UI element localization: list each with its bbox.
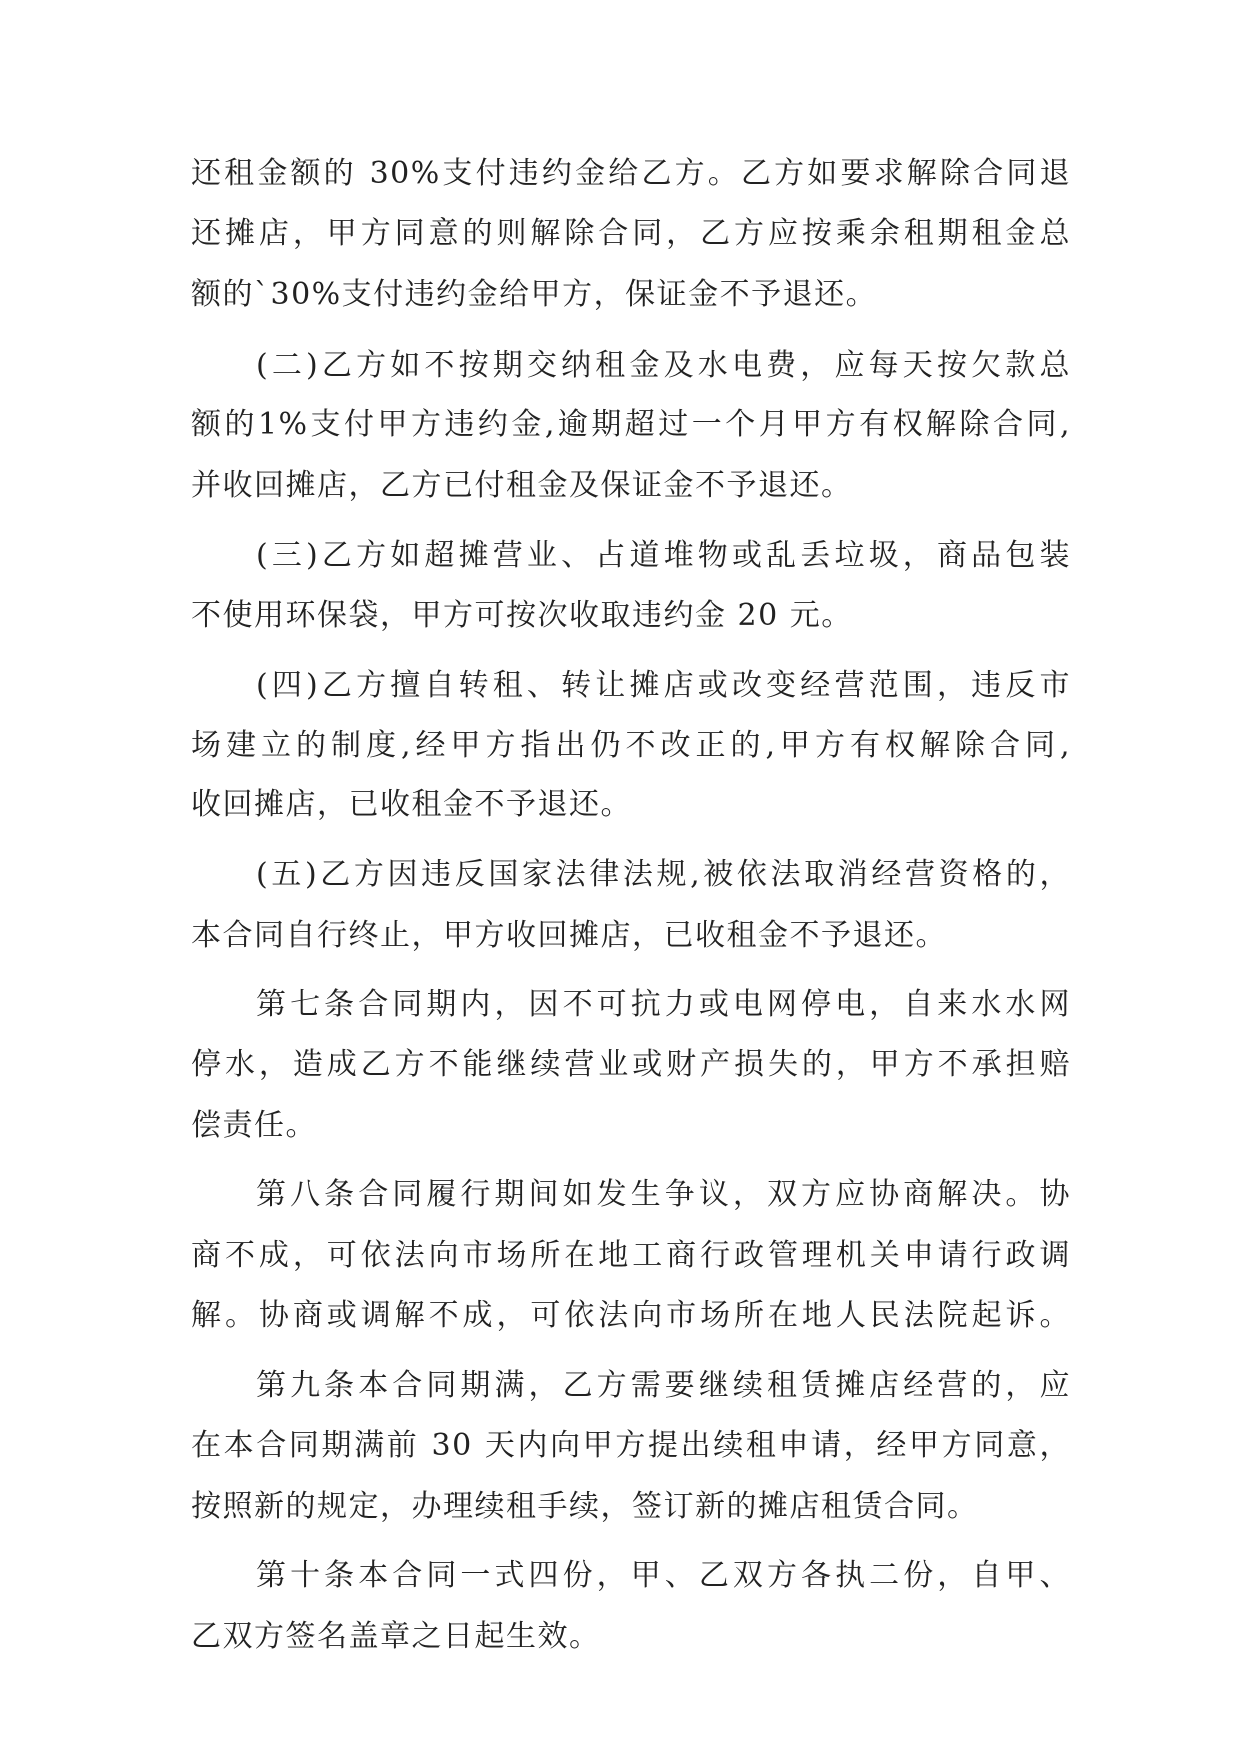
text-line: 还摊店，甲方同意的则解除合同，乙方应按乘余租期租金总 (191, 216, 1071, 251)
text-line: 还租金额的 30%支付违约金给乙方。乙方如要求解除合同退 (191, 156, 1071, 191)
text-line: 额的`30%支付违约金给甲方，保证金不予退还。 (191, 277, 878, 312)
text-line: 商不成，可依法向市场所在地工商行政管理机关申请行政调 (191, 1238, 1071, 1273)
text-line: 场建立的制度,经甲方指出仍不改正的,甲方有权解除合同, (191, 728, 1071, 763)
text-line: 停水，造成乙方不能继续营业或财产损失的，甲方不承担赔 (191, 1047, 1071, 1082)
text-line: 额的1%支付甲方违约金,逾期超过一个月甲方有权解除合同, (191, 407, 1071, 442)
text-line: 乙双方签名盖章之日起生效。 (191, 1619, 601, 1654)
text-line: 本合同自行终止，甲方收回摊店，已收租金不予退还。 (191, 918, 947, 953)
text-line: 第七条合同期内，因不可抗力或电网停电，自来水水网 (256, 987, 1071, 1022)
text-line: 在本合同期满前 30 天内向甲方提出续租申请，经甲方同意， (191, 1428, 1071, 1463)
text-line: 解。协商或调解不成，可依法向市场所在地人民法院起诉。 (191, 1298, 1071, 1333)
text-line: 第十条本合同一式四份，甲、乙双方各执二份，自甲、 (256, 1558, 1071, 1593)
text-line: (五)乙方因违反国家法律法规,被依法取消经营资格的， (256, 857, 1071, 892)
text-line: (二)乙方如不按期交纳租金及水电费，应每天按欠款总 (256, 348, 1071, 383)
text-line: (四)乙方擅自转租、转让摊店或改变经营范围，违反市 (256, 668, 1071, 703)
text-line: 并收回摊店，乙方已付租金及保证金不予退还。 (191, 468, 853, 503)
text-line: 偿责任。 (191, 1108, 317, 1143)
text-line: 按照新的规定，办理续租手续，签订新的摊店租赁合同。 (191, 1489, 979, 1524)
text-line: (三)乙方如超摊营业、占道堆物或乱丢垃圾，商品包装 (256, 538, 1071, 573)
text-line: 第八条合同履行期间如发生争议，双方应协商解决。协 (256, 1177, 1071, 1212)
text-line: 收回摊店，已收租金不予退还。 (191, 787, 632, 822)
text-line: 不使用环保袋，甲方可按次收取违约金 20 元。 (191, 598, 853, 633)
text-line: 第九条本合同期满，乙方需要继续租赁摊店经营的，应 (256, 1368, 1071, 1403)
